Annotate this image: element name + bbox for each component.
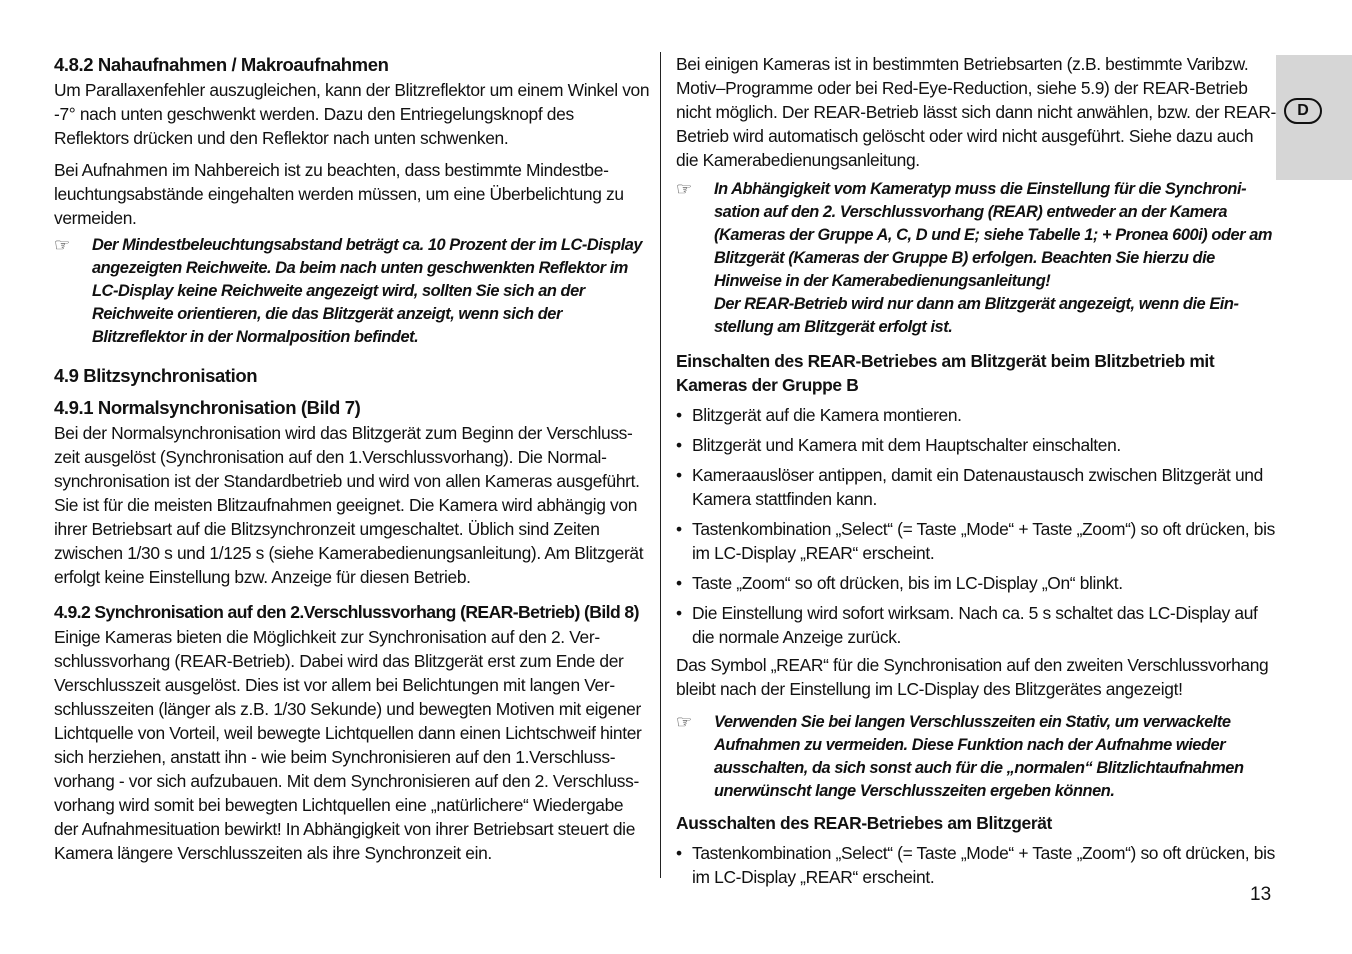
subheading-switch-off: Ausschalten des REAR-Betriebes am Blitzgerät	[676, 813, 1053, 833]
list-item: • Tastenkombination „Select“ (= Taste „Mode“ + Taste „Zoom“) so oft drücken, bis im LC-Display „REAR“ erscheint.	[676, 517, 1276, 565]
section-heading-4-8-2: 4.8.2 Nahaufnahmen / Makroaufnahmen	[54, 54, 389, 75]
list-item: • Taste „Zoom“ so oft drücken, bis im LC-Display „On“ blinkt.	[676, 571, 1276, 595]
subheading-switch-on: Einschalten des REAR-Betriebes am Blitzgerät beim Blitzbetrieb mit Kameras der Gruppe B	[676, 351, 1215, 395]
page-number: 13	[1250, 884, 1272, 905]
note-camera-type	[676, 178, 1276, 339]
language-tab-label: D	[1284, 98, 1322, 124]
paragraph-rear-sync: Einige Kameras bieten die Möglichkeit zur Synchronisation auf den 2. Verschlussvorhang (REAR-Betrieb). Dabei wird das Blitzgerät erst zum Ende der Verschlusszeit ausgelöst. Dies ist vor allem bei Belichtungen mit langen Verschlusszeiten (länger als z.B. 1/30 Sekunde) und bewegten Motiven mit eigener Lichtquelle von Vorteil, weil bewegte Lichtquellen dann einen Lichtschweif hinter sich herziehen, anstatt ihn - wie beim Synchronisieren auf den 1.Verschlussvorhang - vor sich aufzubauen. Mit dem Synchronisieren auf den 2. Verschlussvorhang wird somit bei bewegten Lichtquellen eine „natürlichere“ Wiedergabe der Aufnahmesituation bewirkt! In Abhängigkeit von ihrer Betriebsart steuert die Kamera längere Verschlusszeiten als ihre Synchronzeit ein.	[54, 627, 642, 863]
paragraph-rear-limitations: Bei einigen Kameras ist in bestimmten Betriebsarten (z.B. bestimmte Varibzw. Motiv–Programme oder bei Red-Eye-Reduction, siehe 5.9) der REAR-Betrieb nicht möglich. Der REAR-Betrieb lässt sich dann nicht anwählen, bzw. der REAR-Betrieb wird automatisch gelöscht oder wird nicht ausgeführt. Siehe dazu auch die Kamerabedienungsanleitung.	[676, 54, 1277, 170]
right-column	[676, 52, 1276, 889]
paragraph-rear-symbol: Das Symbol „REAR“ für die Synchronisation auf den zweiten Verschlussvorhang bleibt nach der Einstellung im LC-Display des Blitzgerätes angezeigt!	[676, 655, 1269, 699]
paragraph-close-range: Bei Aufnahmen im Nahbereich ist zu beachten, dass bestimmte Mindestbeleuchtungsabstände eingehalten werden müssen, um eine Überbelichtung zu vermeiden.	[54, 160, 624, 228]
pointing-hand-icon: ☞	[54, 235, 70, 255]
pointing-hand-icon: ☞	[676, 712, 692, 732]
steps-switch-on	[676, 403, 1276, 649]
list-item: • Die Einstellung wird sofort wirksam. Nach ca. 5 s schaltet das LC-Display auf die normale Anzeige zurück.	[676, 601, 1276, 649]
note-text: Verwenden Sie bei langen Verschlusszeiten ein Stativ, um verwackelte Aufnahmen zu vermeiden. Diese Funktion nach der Aufnahme wieder ausschalten, da sich sonst auch für die „normalen“ Blitzlichtaufnahmen unerwünscht lange Verschlusszeiten ergeben können.	[714, 713, 1244, 800]
list-item: • Kameraauslöser antippen, damit ein Datenaustausch zwischen Blitzgerät und Kamera stattfinden kann.	[676, 463, 1276, 511]
note-text: In Abhängigkeit vom Kameratyp muss die Einstellung für die Synchronisation auf den 2. Verschlussvorhang (REAR) entweder an der Kamera (Kameras der Gruppe A, C, D und E; siehe Tabelle 1; + Pronea 600i) oder am Blitzgerät (Kameras der Gruppe B) erfolgen. Beachten Sie hierzu die Hinweise in der Kamerabedienungsanleitung!	[714, 180, 1273, 290]
left-column	[54, 52, 650, 865]
list-item: • Tastenkombination „Select“ (= Taste „Mode“ + Taste „Zoom“) so oft drücken, bis im LC-Display „REAR“ erscheint.	[676, 841, 1276, 889]
section-heading-4-9-1: 4.9.1 Normalsynchronisation (Bild 7)	[54, 397, 361, 418]
section-heading-4-9: 4.9 Blitzsynchronisation	[54, 365, 258, 386]
note-min-distance	[54, 234, 650, 349]
note-text-rear-display: Der REAR-Betrieb wird nur dann am Blitzgerät angezeigt, wenn die Einstellung am Blitzgerät erfolgt ist.	[714, 295, 1239, 336]
note-tripod	[676, 711, 1276, 803]
pointing-hand-icon: ☞	[676, 179, 692, 199]
steps-switch-off	[676, 841, 1276, 889]
section-heading-4-9-2: 4.9.2 Synchronisation auf den 2.Verschlussvorhang (REAR-Betrieb) (Bild 8)	[54, 602, 639, 622]
paragraph-parallax: Um Parallaxenfehler auszugleichen, kann der Blitzreflektor um einem Winkel von -7° nach unten geschwenkt werden. Dazu den Entriegelungsknopf des Reflektors drücken und den Reflektor nach unten schwenken.	[54, 80, 650, 148]
column-divider	[660, 52, 661, 878]
list-item: • Blitzgerät und Kamera mit dem Hauptschalter einschalten.	[676, 433, 1276, 457]
paragraph-normal-sync: Bei der Normalsynchronisation wird das Blitzgerät zum Beginn der Verschlusszeit ausgelöst (Synchronisation auf den 1.Verschlussvorhang). Die Normalsynchronisation ist der Standardbetrieb und wird von allen Kameras ausgeführt. Sie ist für die meisten Blitzaufnahmen geeignet. Die Kamera wird abhängig von ihrer Betriebsart auf die Blitzsynchronzeit umgeschaltet. Üblich sind Zeiten zwischen 1/30 s und 1/125 s (siehe Kamerabedienungsanleitung). Am Blitzgerät erfolgt keine Einstellung bzw. Anzeige für diesen Betrieb.	[54, 423, 644, 587]
note-text: Der Mindestbeleuchtungsabstand beträgt ca. 10 Prozent der im LC-Display angezeigten Reichweite. Da beim nach unten geschwenkten Reflektor im LC-Display keine Reichweite angezeigt wird, sollten Sie sich an der Reichweite orientieren, die das Blitzgerät anzeigt, wenn sich der Blitzreflektor in der Normalposition befindet.	[92, 236, 643, 346]
list-item: • Blitzgerät auf die Kamera montieren.	[676, 403, 1276, 427]
